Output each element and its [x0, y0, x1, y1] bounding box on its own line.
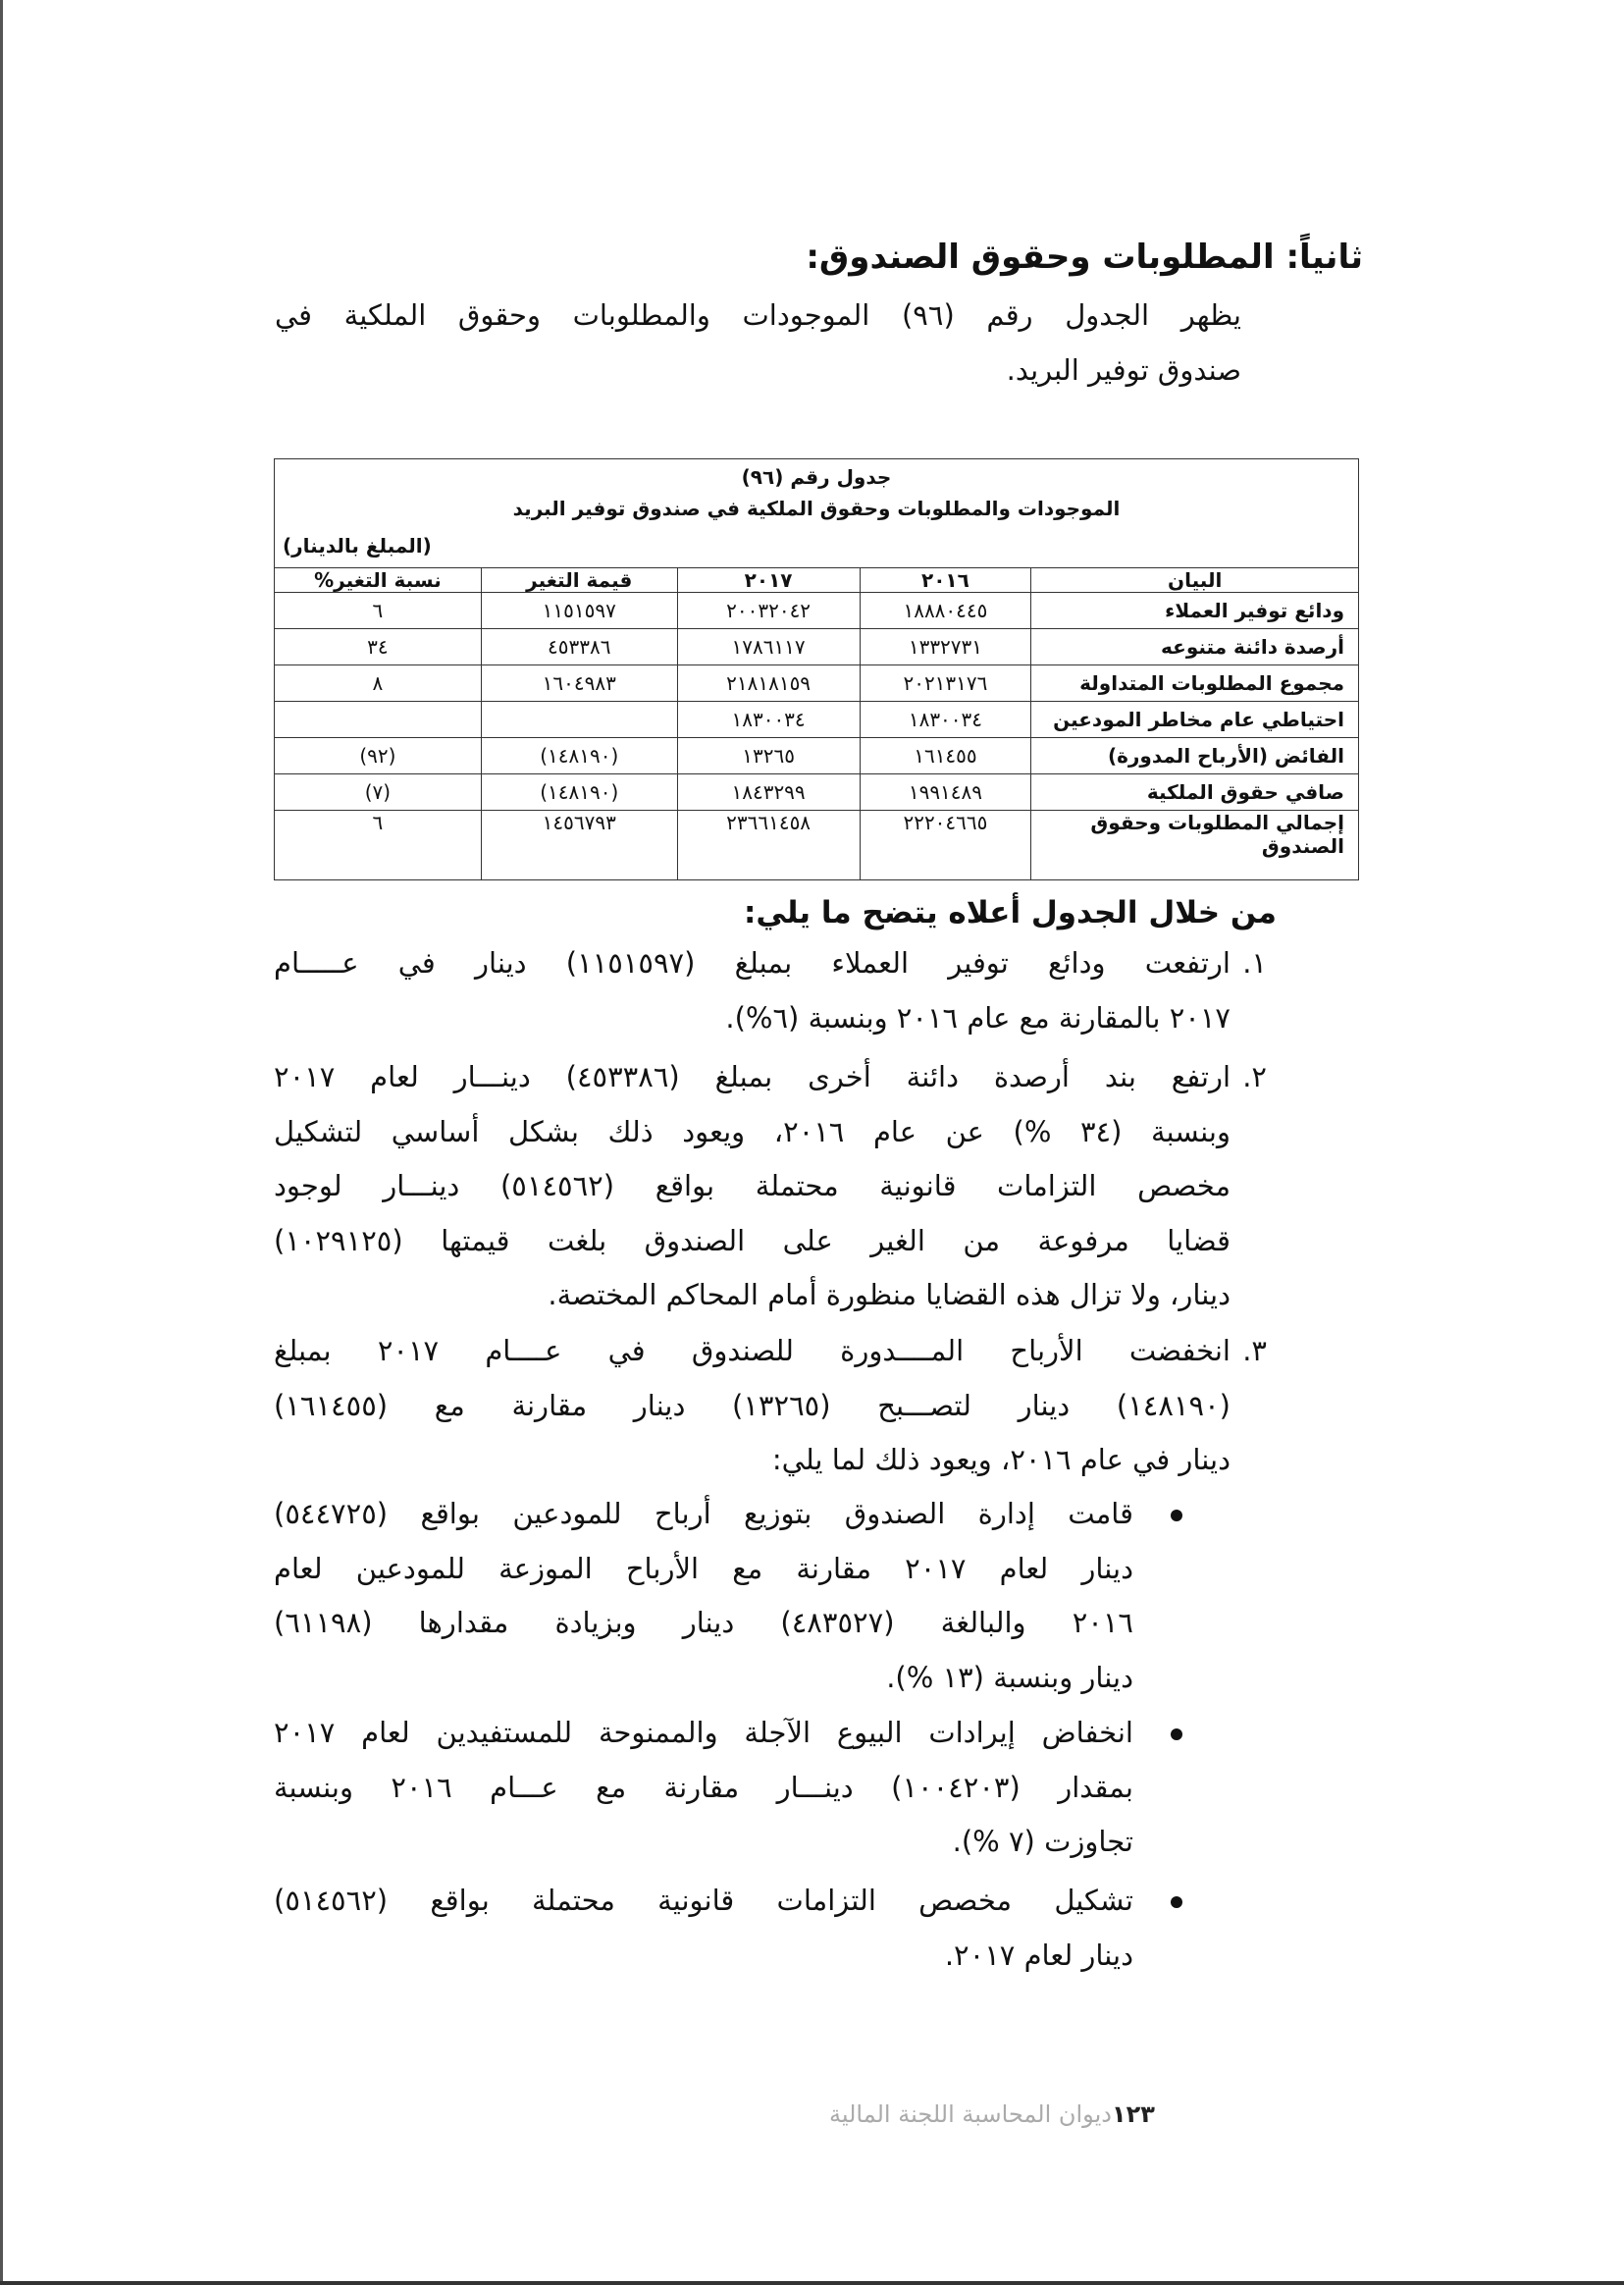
bullet-item	[274, 1874, 1133, 1983]
text-line: صندوق توفير البريد.	[1006, 352, 1241, 387]
numbered-item	[274, 1050, 1231, 1323]
table-cell: ١٣٢٦٥	[677, 738, 860, 774]
findings-intro: من خلال الجدول أعلاه يتضح ما يلي:	[743, 895, 1277, 930]
table-cell: ٤٥٣٣٨٦	[481, 629, 677, 665]
column-header: ٢٠١٧	[677, 568, 860, 593]
table-cell	[481, 702, 677, 738]
text-line: دينار لعام ٢٠١٧.	[944, 1938, 1133, 1972]
text-line: بمقدار (١٠٠٤٢٠٣) دينـــار مقارنة مع عـــام ٢٠١٦ وبنسبة	[274, 1770, 1134, 1804]
text-line: دينار، ولا تزال هذه القضايا منظورة أمام المحاكم المختصة.	[548, 1278, 1231, 1311]
table-cell: (٧)	[275, 774, 482, 811]
text-line: مخصص التزامات قانونية محتملة بواقع (٥١٤٥٦٢) دينـــار لوجود	[274, 1169, 1231, 1202]
bullet-icon	[1171, 1728, 1182, 1740]
table-cell: ١٧٨٦١١٧	[677, 629, 860, 665]
table-cell: ١٨٤٣٢٩٩	[677, 774, 860, 811]
bullet-item	[274, 1487, 1133, 1705]
table-cell: ١١٥١٥٩٧	[481, 593, 677, 629]
column-header: قيمة التغير	[481, 568, 677, 593]
scan-edge-bottom	[0, 2281, 1624, 2285]
data-table	[274, 458, 1359, 880]
list-number: ٣.	[1242, 1334, 1267, 1367]
section-heading: ثانياً: المطلوبات وحقوق الصندوق:	[806, 238, 1363, 277]
column-header: نسبة التغير%	[275, 568, 482, 593]
row-label: مجموع المطلوبات المتداولة	[1031, 665, 1359, 702]
table-row	[275, 593, 1359, 629]
text-line: ارتفع بند أرصدة دائنة أخرى بمبلغ (٤٥٣٣٨٦) دينـــار لعام ٢٠١٧	[274, 1060, 1231, 1093]
numbered-item	[274, 1324, 1231, 1488]
table-cell: ١٩٩١٤٨٩	[860, 774, 1031, 811]
text-line: دينار وبنسبة (١٣ %).	[886, 1660, 1133, 1694]
bullet-icon	[1171, 1896, 1182, 1908]
text-line: قامت إدارة الصندوق بتوزيع أرباح للمودعين بواقع (٥٤٤٧٢٥)	[274, 1497, 1133, 1530]
text-line: ٢٠١٧ بالمقارنة مع عام ٢٠١٦ وبنسبة (٦%).	[725, 1000, 1231, 1035]
text-line: دينار لعام ٢٠١٧ مقارنة مع الأرباح الموزعة للمودعين لعام	[274, 1551, 1133, 1585]
table-cell: ٢٣٦٦١٤٥٨	[677, 811, 860, 880]
table-row	[275, 811, 1359, 880]
text-line: وبنسبة (٣٤ %) عن عام ٢٠١٦، ويعود ذلك بشكل أساسي لتشكيل	[274, 1114, 1231, 1148]
table-cell: ١٨٣٠٠٣٤	[677, 702, 860, 738]
table-cell: ١٣٣٢٧٣١	[860, 629, 1031, 665]
table-cell	[275, 702, 482, 738]
table-row	[275, 738, 1359, 774]
text-line: تشكيل مخصص التزامات قانونية محتملة بواقع (٥١٤٥٦٢)	[274, 1884, 1133, 1917]
table-cell: ١٦٠٤٩٨٣	[481, 665, 677, 702]
row-label: إجمالي المطلوبات وحقوق الصندوق	[1031, 811, 1359, 880]
page-footer	[829, 2100, 1155, 2128]
page-number: ١٢٣	[1111, 2100, 1155, 2128]
table-subtitle: الموجودات والمطلوبات وحقوق الملكية في صندوق توفير البريد	[512, 497, 1121, 520]
row-label: ودائع توفير العملاء	[1031, 593, 1359, 629]
table-header-row	[275, 568, 1359, 593]
table-cell: ٦	[275, 593, 482, 629]
table-cell: (١٤٨١٩٠)	[481, 774, 677, 811]
table-row	[275, 665, 1359, 702]
text-line: ارتفعت ودائع توفير العملاء بمبلغ (١١٥١٥٩٧) دينار في عـــــام	[274, 946, 1231, 980]
table-title: جدول رقم (٩٦)	[741, 465, 892, 489]
table-cell: ٢٠٠٣٢٠٤٢	[677, 593, 860, 629]
numbered-item	[274, 936, 1231, 1045]
table-cell: ١٤٥٦٧٩٣	[481, 811, 677, 880]
list-number: ١.	[1242, 946, 1267, 980]
table-cell: ٢١٨١٨١٥٩	[677, 665, 860, 702]
table-row	[275, 774, 1359, 811]
table-caption	[275, 459, 1359, 568]
column-header: البيان	[1031, 568, 1359, 593]
table-cell: ٦	[275, 811, 482, 880]
bullet-icon	[1171, 1510, 1182, 1521]
table-cell: (١٤٨١٩٠)	[481, 738, 677, 774]
list-number: ٢.	[1242, 1060, 1267, 1093]
text-line: دينار في عام ٢٠١٦، ويعود ذلك لما يلي:	[771, 1443, 1231, 1476]
text-line: تجاوزت (٧ %).	[952, 1825, 1133, 1858]
table-cell: ١٨٨٨٠٤٤٥	[860, 593, 1031, 629]
row-label: احتياطي عام مخاطر المودعين	[1031, 702, 1359, 738]
table-unit: (المبلغ بالدينار)	[283, 534, 432, 558]
bullet-item	[274, 1706, 1133, 1870]
table-row	[275, 702, 1359, 738]
text-line: (١٤٨١٩٠) دينار لتصـــبح (١٣٢٦٥) دينار مقارنة مع (١٦١٤٥٥)	[274, 1388, 1231, 1422]
table-cell: ٨	[275, 665, 482, 702]
text-line: ٢٠١٦ والبالغة (٤٨٣٥٢٧) دينار وبزيادة مقدارها (٦١١٩٨)	[274, 1606, 1133, 1639]
table-row	[275, 629, 1359, 665]
table-cell: ٣٤	[275, 629, 482, 665]
text-line: انخفاض إيرادات البيوع الآجلة والممنوحة للمستفيدين لعام ٢٠١٧	[274, 1716, 1133, 1749]
scan-edge-left	[0, 0, 3, 2285]
table-cell: ١٨٣٠٠٣٤	[860, 702, 1031, 738]
row-label: صافي حقوق الملكية	[1031, 774, 1359, 811]
table-cell: ٢٠٢١٣١٧٦	[860, 665, 1031, 702]
row-label: أرصدة دائنة متنوعه	[1031, 629, 1359, 665]
table-cell: ٢٢٢٠٤٦٦٥	[860, 811, 1031, 880]
footer-text: ديوان المحاسبة اللجنة المالية	[829, 2100, 1112, 2128]
text-line: قضايا مرفوعة من الغير على الصندوق بلغت قيمتها (١٠٢٩١٢٥)	[274, 1223, 1231, 1257]
row-label: الفائض (الأرباح المدورة)	[1031, 738, 1359, 774]
text-line: انخفضت الأرباح المــــدورة للصندوق في عــــام ٢٠١٧ بمبلغ	[274, 1334, 1231, 1367]
table-cell: (٩٢)	[275, 738, 482, 774]
column-header: ٢٠١٦	[860, 568, 1031, 593]
intro-paragraph	[275, 289, 1241, 398]
table-cell: ١٦١٤٥٥	[860, 738, 1031, 774]
text-line: يظهر الجدول رقم (٩٦) الموجودات والمطلوبات وحقوق الملكية في	[275, 298, 1241, 332]
